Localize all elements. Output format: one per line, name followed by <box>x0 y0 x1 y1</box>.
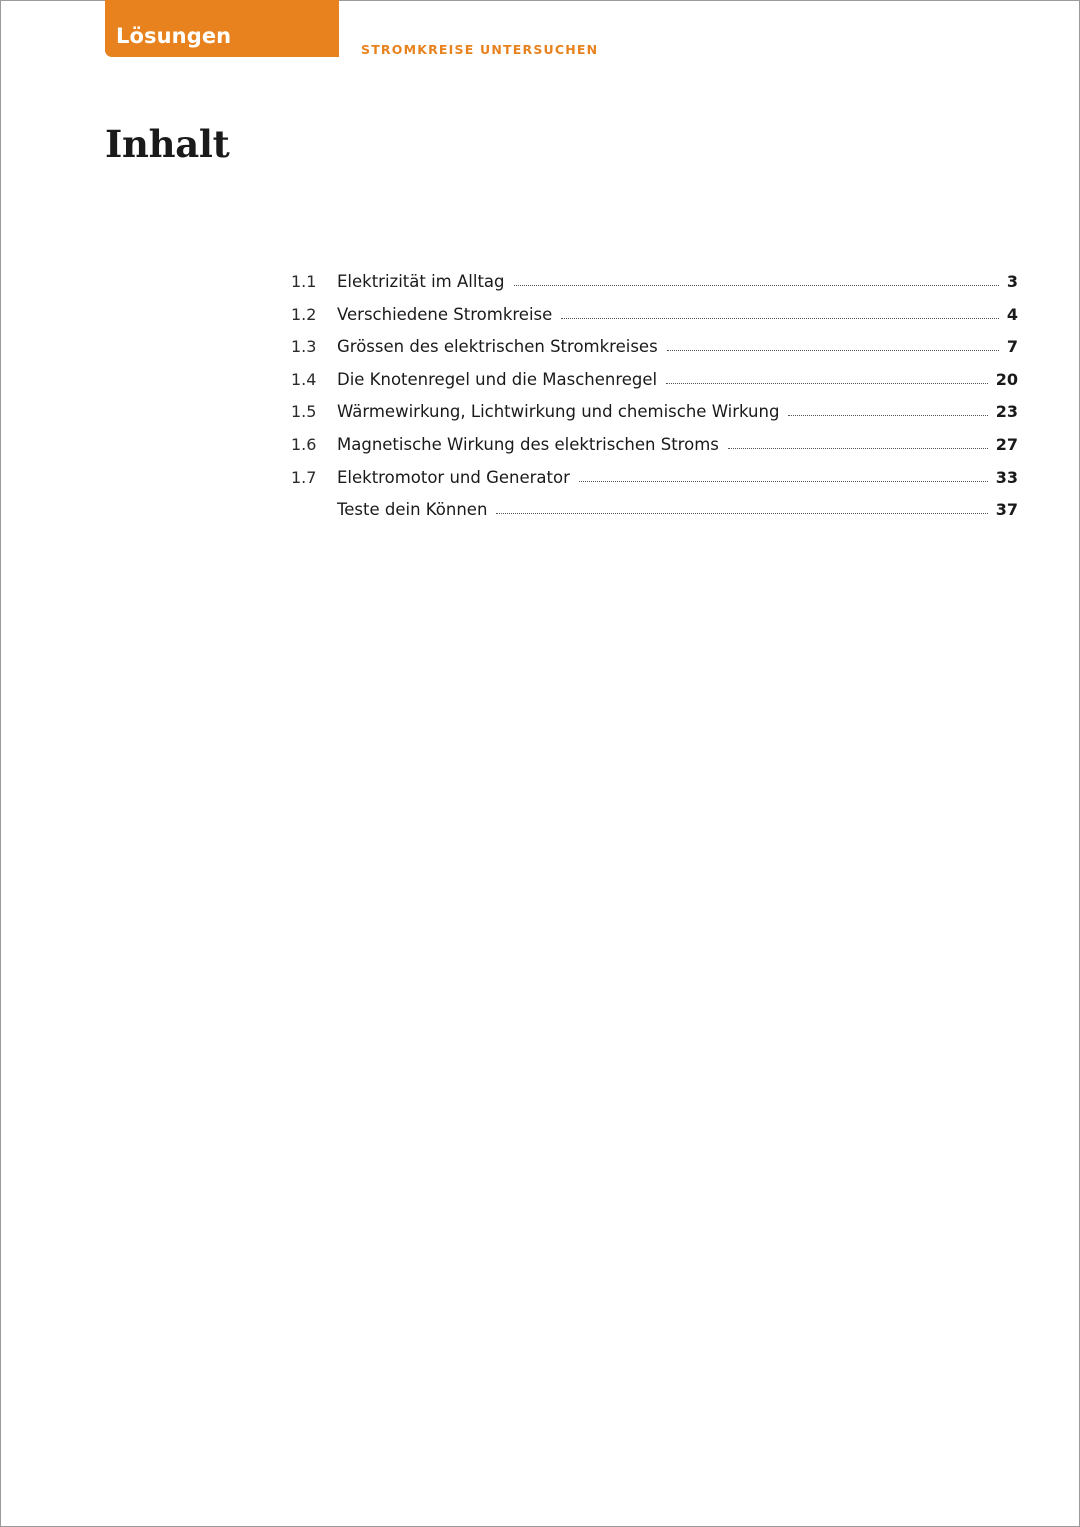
toc-dot-leader <box>496 513 987 514</box>
toc-entry-1-4[interactable] <box>291 370 1018 403</box>
section-tab <box>105 0 339 57</box>
toc-page-number[interactable]: 3 <box>1006 272 1018 291</box>
toc-number: 1.6 <box>291 434 317 454</box>
toc-title[interactable]: Grössen des elektrischen Stromkreises <box>337 337 658 357</box>
toc-entry-1-5[interactable] <box>291 402 1018 435</box>
toc-title[interactable]: Wärmewirkung, Lichtwirkung und chemische Wirkung <box>337 402 780 422</box>
toc-dot-leader <box>667 350 999 351</box>
toc-number: 1.3 <box>291 337 317 357</box>
toc-entry-1-1[interactable] <box>291 272 1018 305</box>
toc-page-number[interactable]: 7 <box>1006 337 1018 357</box>
toc-entry-1-3[interactable] <box>291 337 1018 370</box>
toc-title[interactable]: Magnetische Wirkung des elektrischen Stroms <box>337 434 719 454</box>
toc-entry-1-6[interactable] <box>291 435 1018 468</box>
toc-number: 1.5 <box>291 402 317 422</box>
page-title: Inhalt <box>105 122 230 166</box>
toc-number: 1.7 <box>291 467 317 487</box>
toc-dot-leader <box>579 481 988 482</box>
toc-page-number[interactable]: 37 <box>995 500 1018 520</box>
toc-dot-leader <box>788 415 987 416</box>
section-tab-label: Lösungen <box>116 24 232 48</box>
header-subtitle: STROMKREISE UNTERSUCHEN <box>361 42 599 57</box>
toc-title[interactable]: Teste dein Können <box>337 500 488 520</box>
table-of-contents <box>291 272 1018 533</box>
toc-dot-leader <box>561 318 999 319</box>
toc-page-number[interactable]: 27 <box>995 434 1018 454</box>
toc-title[interactable]: Elektromotor und Generator <box>337 467 570 487</box>
toc-dot-leader <box>728 448 988 449</box>
toc-title[interactable]: Elektrizität im Alltag <box>337 272 505 291</box>
toc-page-number[interactable]: 33 <box>995 467 1018 487</box>
toc-dot-leader <box>666 383 988 384</box>
toc-page-number[interactable]: 4 <box>1006 304 1018 324</box>
toc-entry-1-2[interactable] <box>291 305 1018 338</box>
toc-title[interactable]: Die Knotenregel und die Maschenregel <box>337 369 658 389</box>
toc-title[interactable]: Verschiedene Stromkreise <box>337 304 553 324</box>
toc-number: 1.1 <box>291 272 317 291</box>
toc-number: 1.4 <box>291 369 317 389</box>
toc-page-number[interactable]: 23 <box>995 402 1018 422</box>
toc-entry-test[interactable] <box>291 500 1018 533</box>
toc-entry-1-7[interactable] <box>291 468 1018 501</box>
toc-dot-leader <box>514 285 999 286</box>
toc-page-number[interactable]: 20 <box>995 369 1018 389</box>
toc-number: 1.2 <box>291 304 317 324</box>
